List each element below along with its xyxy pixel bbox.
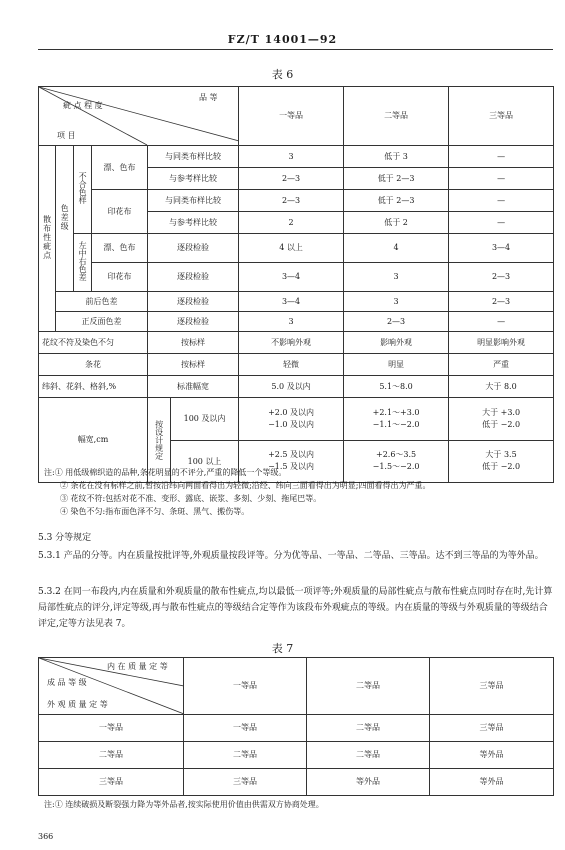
grade-col-2: 二等品 [344,87,449,146]
table-row [39,190,554,212]
table7-header-row [39,658,554,715]
grade-col-3: 三等品 [449,87,554,146]
value-cell: 低于 2—3 [344,190,449,212]
value-cell: 等外品 [430,769,554,796]
table-row [39,354,554,376]
value-line: +2.0 及以内 [268,407,315,417]
method-cell: 逐段检验 [148,263,239,292]
row-header: 一等品 [39,715,184,742]
value-cell: 5.0 及以内 [239,376,344,398]
width-item-cell: 幅宽,cm [39,398,148,483]
value-line: 大于 3.5 [485,450,517,460]
value-cell: 三等品 [184,769,307,796]
item-cell: 条花 [39,354,148,376]
table7-note: 注:① 连续破损及断裂强力降为等外品者,按实际使用价值由供需双方协商处理。 [44,800,324,809]
value-cell: 二等品 [307,715,430,742]
value-cell: 低于 3 [344,146,449,168]
value-cell: 影响外观 [344,332,449,354]
table-row [39,376,554,398]
table-row [39,398,554,441]
value-line: 低于 −2.0 [482,462,521,472]
method-cell: 按标样 [148,332,239,354]
value-cell [449,398,554,441]
corner-mid-label: 疵 点 程 度 [63,101,103,110]
row-header: 三等品 [39,769,184,796]
note-line: 注:① 用低级棉织造的品种,条花明显的不评分,严重的降低一个等级。 [44,468,287,477]
value-cell: — [449,190,554,212]
value-line: +2.6～3.5 [375,450,417,460]
table6-caption: 表 6 [271,68,294,81]
table6 [38,86,554,483]
zuozhong-label-cell [74,234,92,292]
value-cell: 二等品 [184,742,307,769]
value-cell [239,398,344,441]
value-cell: 严重 [449,354,554,376]
value-cell: 3 [239,146,344,168]
value-cell: 2—3 [449,292,554,312]
item-cell: 花纹不符及染色不匀 [39,332,148,354]
width-range-2: 100 以上 [187,456,222,466]
section-title: 5.3 分等规定 [38,533,92,543]
value-cell: 一等品 [184,715,307,742]
method-cell: 与同类布样比较 [148,190,239,212]
fabric-type-cell: 漂、色布 [92,234,148,263]
method-cell: 与同类布样比较 [148,146,239,168]
column-header: 三等品 [430,658,554,715]
table-row [39,769,554,796]
value-line: −1.0 及以内 [268,419,315,429]
value-cell: 不影响外观 [239,332,344,354]
value-cell: — [449,146,554,168]
value-cell: — [449,312,554,332]
value-cell: 4 以上 [239,234,344,263]
fabric-type-cell: 印花布 [92,190,148,234]
table-row [39,332,554,354]
corner-top-label: 内 在 质 量 定 等 [107,662,168,671]
method-cell: 逐段检验 [148,234,239,263]
table7-corner-cell [39,658,184,715]
color-label-cell [56,146,74,292]
method-cell: 与参考样比较 [148,212,239,234]
method-cell: 逐段检验 [148,312,239,332]
table7 [38,657,554,796]
table-row [39,742,554,769]
value-cell: 3 [344,292,449,312]
value-line: −1.1～−2.0 [372,419,420,429]
note-line: ④ 染色不匀:指布面色泽不匀、条斑、黑气、搬伤等。 [60,507,250,516]
value-cell: 三等品 [430,715,554,742]
value-cell: 低于 2 [344,212,449,234]
table-row [39,234,554,263]
item-cell: 前后色差 [56,292,148,312]
table6-notes [44,466,549,518]
page-number: 366 [38,832,54,841]
method-cell: 与参考样比较 [148,168,239,190]
value-line: +2.5 及以内 [268,450,315,460]
value-line: 低于 −2.0 [482,419,521,429]
table6-corner-cell [39,87,239,146]
value-cell: 2—3 [449,263,554,292]
standard-code: FZ/T 14001—92 [227,33,338,46]
value-cell: 二等品 [307,742,430,769]
header-rule [38,49,553,50]
column-header: 一等品 [184,658,307,715]
value-cell: 3 [239,312,344,332]
corner-bottom-label: 项 目 [57,131,76,140]
value-line: 大于 +3.0 [482,407,521,417]
column-header: 二等品 [307,658,430,715]
note-line: ③ 花纹不符:包括对花不准、变形、露底、嵌浆、多刻、少刻、拖尾巴等。 [60,494,322,503]
value-cell: 等外品 [430,742,554,769]
value-cell: 明显影响外观 [449,332,554,354]
design-spec-label: 按设计规定 [154,420,164,460]
table-row [39,715,554,742]
method-cell: 标准幅宽 [148,376,239,398]
table-row [39,146,554,168]
zuozhong-label: 左中右色差 [78,241,88,282]
value-cell: 轻微 [239,354,344,376]
corner-bottom-label: 外 观 质 量 定 等 [47,700,108,709]
value-cell [344,398,449,441]
width-range-1: 100 及以内 [171,398,238,441]
value-cell: 3—4 [239,292,344,312]
table-row [39,312,554,332]
value-cell: 2—3 [239,168,344,190]
value-line: +2.1～+3.0 [372,407,420,417]
value-line: −1.5 及以内 [268,462,315,472]
note-line: ② 条花在没有标样之前,暂按沿纬向两面看得出为轻微;沿经、纬向三面看得出为明显;四面看得出为严重。 [60,481,431,490]
value-cell: — [449,212,554,234]
item-cell: 正反面色差 [56,312,148,332]
color-label: 色差级 [60,203,70,231]
method-cell: 逐段检验 [148,292,239,312]
value-cell: 大于 8.0 [449,376,554,398]
value-cell: 5.1～8.0 [344,376,449,398]
corner-mid-label: 成 品 等 级 [47,678,87,687]
value-line: −1.5～−2.0 [372,462,420,472]
paragraph-5-3-1: 5.3.1 产品的分等。内在质量按批评等,外观质量按段评等。分为优等品、一等品、二等品、三等品。达不到三等品的为等外品。 [38,551,544,561]
value-cell: 4 [344,234,449,263]
bufuse-label-cell [74,146,92,234]
grade-col-1: 一等品 [239,87,344,146]
value-cell: 2 [239,212,344,234]
value-cell: 3—4 [239,263,344,292]
value-cell: 2—3 [239,190,344,212]
value-cell: 2—3 [344,312,449,332]
group-label: 散布性疵点 [42,214,52,260]
item-cell: 纬斜、花斜、格斜,% [39,376,148,398]
value-cell: 3 [344,263,449,292]
corner-top-label: 品 等 [199,93,218,102]
group-label-cell [39,146,56,332]
row-header: 二等品 [39,742,184,769]
value-cell: 3—4 [449,234,554,263]
value-cell: 低于 2—3 [344,168,449,190]
table7-caption: 表 7 [271,642,294,655]
paragraph-5-3-2: 5.3.2 在同一布段内,内在质量和外观质量的散布性疵点,均以最低一项评等;外观质量的局部性疵点与散布性疵点同时存在时,先计算局部性疵点的评分,评定等级,再与散布性疵点的等级结合定等作为该段布外观疵点的等级。内在质量的等级与外观质量的等级结合评定,定等方法见表 7。 [38,587,553,629]
value-cell: — [449,168,554,190]
bufuse-label: 不合色样 [78,172,88,205]
value-cell: 等外品 [307,769,430,796]
table6-header-row [39,87,554,146]
table-row [39,263,554,292]
fabric-type-cell: 印花布 [92,263,148,292]
value-cell: 明显 [344,354,449,376]
fabric-type-cell: 漂、色布 [92,146,148,190]
method-cell: 按标样 [148,354,239,376]
table-row [39,292,554,312]
